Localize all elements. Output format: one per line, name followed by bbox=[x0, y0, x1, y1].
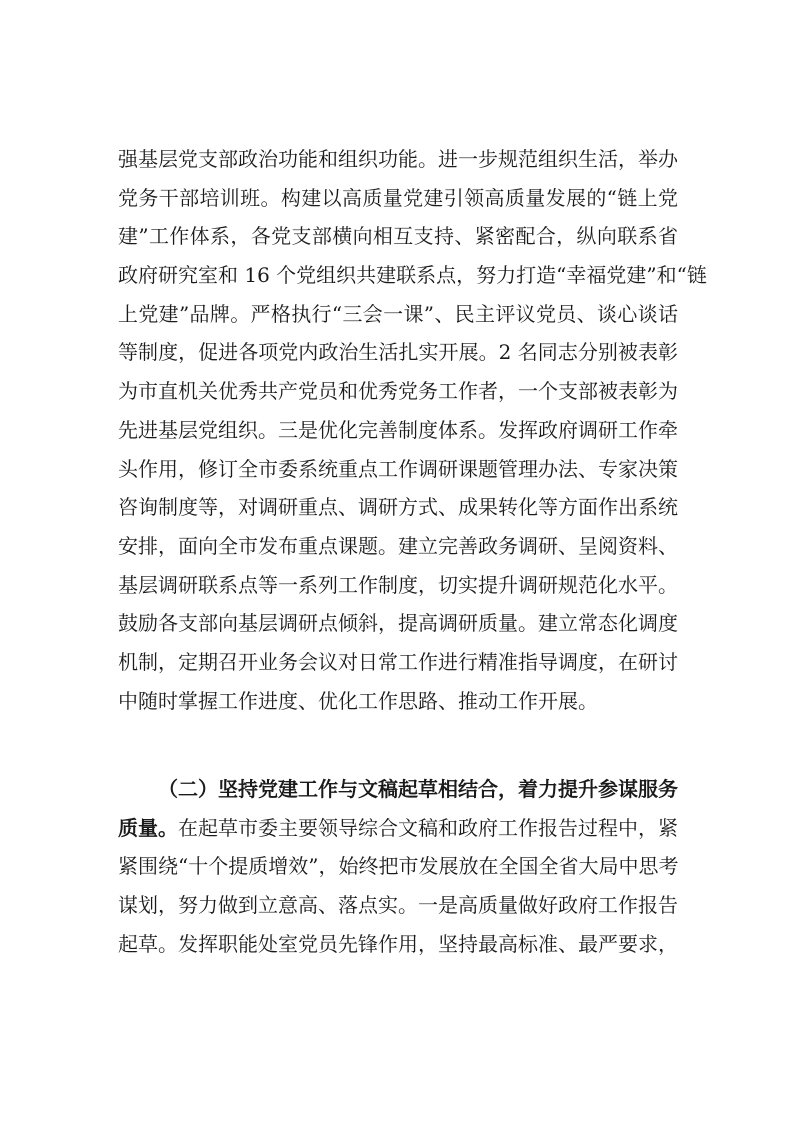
text-line: 先进基层党组织。三是优化完善制度体系。发挥政府调研工作牵 bbox=[118, 417, 678, 442]
text-line: 中随时掌握工作进度、优化工作思路、推动工作开展。 bbox=[118, 688, 598, 713]
text-line: 为市直机关优秀共产党员和优秀党务工作者，一个支部被表彰为 bbox=[118, 379, 678, 404]
text-line: 鼓励各支部向基层调研点倾斜，提高调研质量。建立常态化调度 bbox=[118, 611, 678, 636]
paragraph-party-building bbox=[118, 140, 707, 720]
text-line: 头作用，修订全市委系统重点工作调研课题管理办法、专家决策 bbox=[118, 456, 678, 481]
text-line: 紧围绕“十个提质增效”，始终把市发展放在全国全省大局中思考 bbox=[118, 854, 679, 879]
text-line: 等制度，促进各项党内政治生活扎实开展。2 名同志分别被表彰 bbox=[118, 340, 678, 365]
text-line: 谋划，努力做到立意高、落点实。一是高质量做好政府工作报告 bbox=[118, 893, 678, 918]
text-line: 咨询制度等，对调研重点、调研方式、成果转化等方面作出系统 bbox=[118, 495, 678, 520]
text-line bbox=[118, 809, 678, 848]
text-line: 上党建”品牌。严格执行“三会一课”、民主评议党员、谈心谈话 bbox=[118, 301, 678, 326]
text-line: 起草。发挥职能处室党员先锋作用，坚持最高标准、最严要求， bbox=[118, 931, 678, 956]
text-line: 政府研究室和 16 个党组织共建联系点，努力打造“幸福党建”和“链 bbox=[118, 263, 707, 288]
text-line: 建”工作体系，各党支部横向相互支持、紧密配合，纵向联系省 bbox=[118, 224, 678, 249]
text-line: 机制，定期召开业务会议对日常工作进行精准指导调度，在研讨 bbox=[118, 649, 678, 674]
paragraph-drafting bbox=[118, 770, 678, 963]
text-line: 安排，面向全市发布重点课题。建立完善政务调研、呈阅资料、 bbox=[118, 533, 678, 558]
section-heading: （二）坚持党建工作与文稿起草相结合，着力提升参谋服务 bbox=[158, 777, 678, 801]
text-line: 党务干部培训班。构建以高质量党建引领高质量发展的“链上党 bbox=[118, 185, 678, 210]
text-line: 强基层党支部政治功能和组织功能。进一步规范组织生活，举办 bbox=[118, 147, 678, 171]
text-line: 基层调研联系点等一系列工作制度，切实提升调研规范化水平。 bbox=[118, 572, 678, 597]
text-line-rest: 在起草市委主要领导综合文稿和政府工作报告过程中，紧 bbox=[178, 815, 678, 840]
section-heading-tail: 质量。 bbox=[118, 815, 178, 840]
